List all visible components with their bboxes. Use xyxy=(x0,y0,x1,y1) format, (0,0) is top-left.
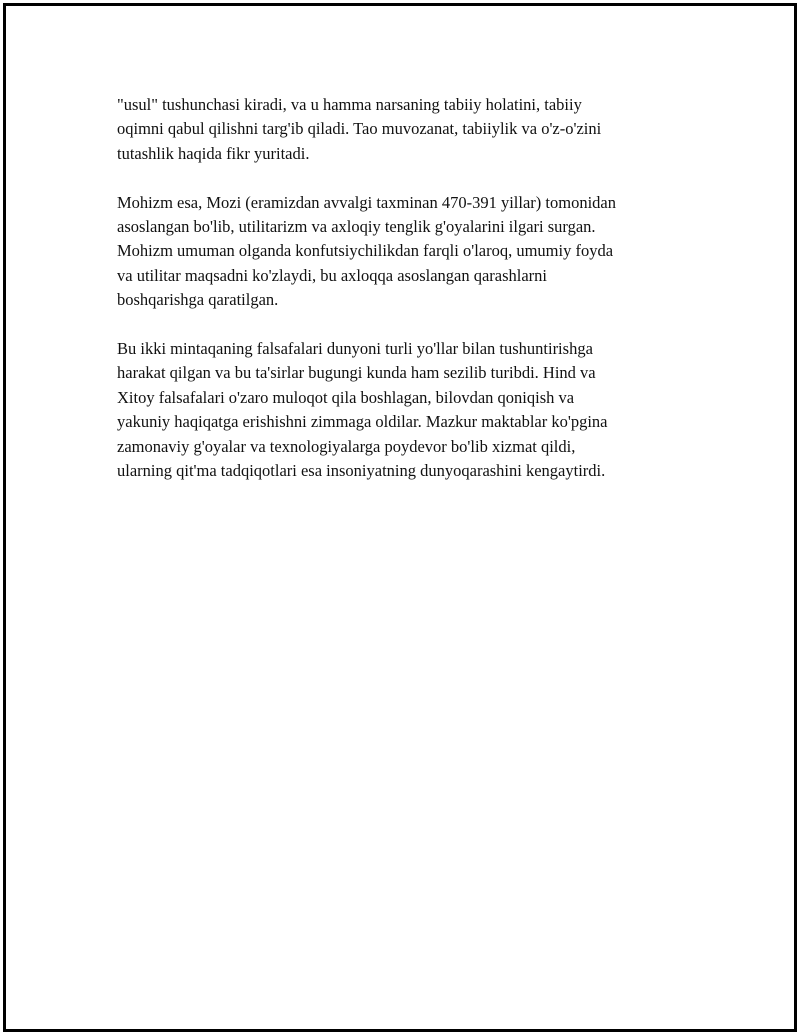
document-body xyxy=(117,93,677,508)
paragraph-2: Mohizm esa, Mozi (eramizdan avvalgi taxminan 470-391 yillar) tomonidan asoslangan bo'lib, utilitarizm va axloqiy tenglik g'oyalarini ilgari surgan. Mohizm umuman olganda konfutsiychilikdan farqli o'laroq, umumiy foyda va utilitar maqsadni ko'zlaydi, bu axloqqa asoslangan qarashlarni boshqarishga qaratilgan. xyxy=(117,192,616,310)
paragraph-3: Bu ikki mintaqaning falsafalari dunyoni turli yo'llar bilan tushuntirishga harakat qilgan va bu ta'sirlar bugungi kunda ham sezilib turibdi. Hind va Xitoy falsafalari o'zaro muloqot qila boshlagan, bilovdan qoniqish va yakuniy haqiqatga erishishni zimmaga oldilar. Mazkur maktablar ko'pgina zamonaviy g'oyalar va texnologiyalarga poydevor bo'lib xizmat qildi, ularning qit'ma tadqiqotlari esa insoniyatning dunyoqarashini kengaytirdi. xyxy=(117,339,608,481)
paragraph-1: "usul" tushunchasi kiradi, va u hamma narsaning tabiiy holatini, tabiiy oqimni qabul qilishni targ'ib qiladi. Tao muvozanat, tabiiylik va o'z-o'zini tutashlik haqida fikr yuritadi. xyxy=(117,95,602,163)
